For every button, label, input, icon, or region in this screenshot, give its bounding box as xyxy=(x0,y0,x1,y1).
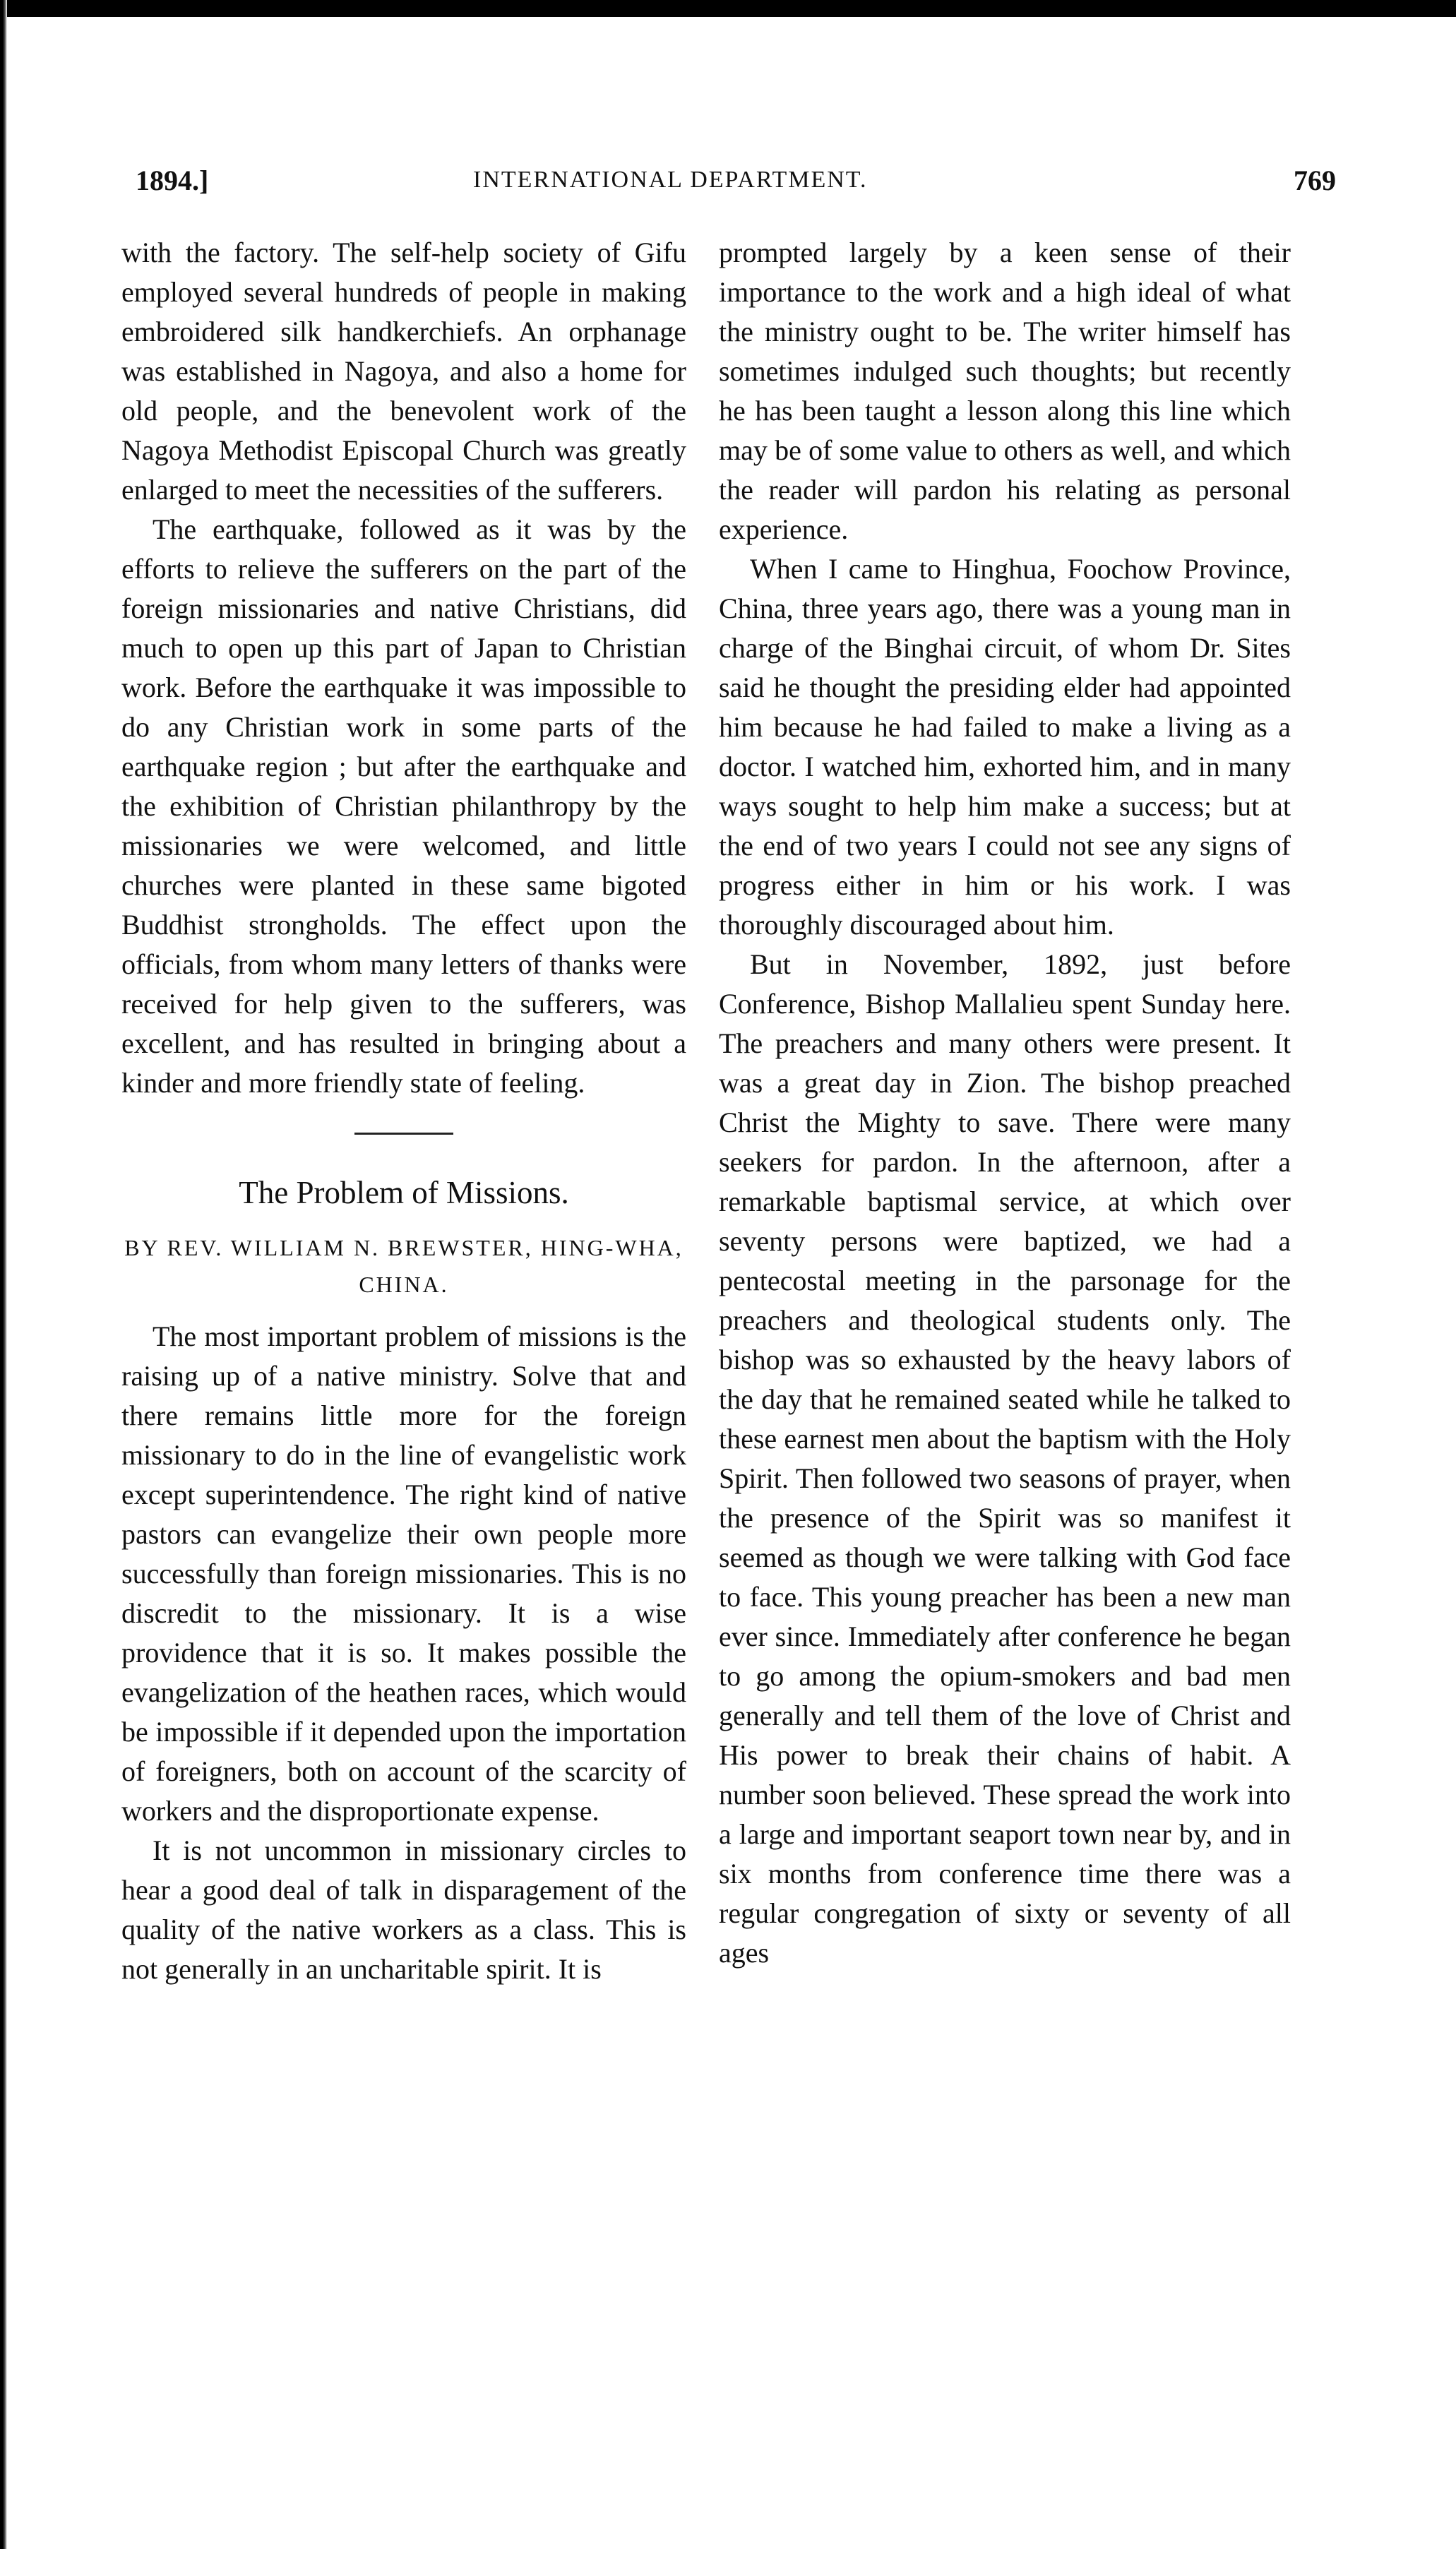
paragraph: with the factory. The self-help society of Gifu employed several hundreds of people in making embroidered silk handkerchiefs. An orphanage was established in Nagoya, and also a home for old people, and the benevolent work of the Nagoya Methodist Episcopal Church was greatly enlarged to meet the necessities of the sufferers. xyxy=(121,237,686,506)
page-top-border xyxy=(0,0,1456,17)
paragraph: prompted largely by a keen sense of their importance to the work and a high ideal of what the ministry ought to be. The writer himself has sometimes indulged such thoughts; but recently he has been taught a lesson along this line which may be of some value to others as well, and which the reader will pardon his relating as personal experience. xyxy=(719,237,1291,545)
page-number: 769 xyxy=(1294,165,1336,196)
paragraph: The earthquake, followed as it was by the efforts to relieve the sufferers on the part of the foreign missionaries and native Christians, did much to open up this part of Japan to Christian work. Before the earthquake it was impossible to do any Christian work in some parts of the earthquake region ; but after the earthquake and the exhibition of Christian philanthropy by the missionaries we were welcomed, and little churches were planted in these same bigoted Buddhist strongholds. The effect upon the officials, from whom many letters of thanks were received for help given to the sufferers, was excellent, and has resulted in bringing about a kinder and more friendly state of feeling. xyxy=(121,513,686,1099)
article-byline: BY REV. WILLIAM N. BREWSTER, HING-WHA, CHINA. xyxy=(124,1235,684,1297)
article-title: The Problem of Missions. xyxy=(239,1175,569,1210)
header-year: 1894.] xyxy=(136,165,209,196)
paragraph: When I came to Hinghua, Foochow Province, China, three years ago, there was a young man in charge of the Binghai circuit, of whom Dr. Sites said he thought the presiding elder had appointed him because he had failed to make a living as a doctor. I watched him, exhorted him, and in many ways sought to help him make a success; but at the end of two years I could not see any signs of progress either in him or his work. I was thoroughly discouraged about him. xyxy=(719,553,1291,941)
paragraph: But in November, 1892, just before Conference, Bishop Mallalieu spent Sunday here. The preachers and many others were present. It was a great day in Zion. The bishop preached Christ the Mighty to save. There were many seekers for pardon. In the afternoon, after a remarkable baptismal service, at which over seventy persons were baptized, we had a pentecostal meeting in the parsonage for the preachers and theological students only. The bishop was so exhausted by the heavy labors of the day that he remained seated while he talked to these earnest men about the baptism with the Holy Spirit. Then followed two seasons of prayer, when the presence of the Spirit was so manifest it seemed as though we were talking with God face to face. This young preacher has been a new man ever since. Immediately after conference he began to go among the opium-smokers and bad men generally and tell them of the love of Christ and His power to break their chains of habit. A number soon believed. These spread the work into a large and important seaport town near by, and in six months from conference time there was a regular congregation of sixty or seventy of all ages xyxy=(719,948,1291,1969)
paragraph: The most important problem of missions is the raising up of a native ministry. Solve that and there remains little more for the foreign missionary to do in the line of evangelistic work except superintendence. The right kind of native pastors can evangelize their own people more successfully than foreign missionaries. This is no discredit to the missionary. It is a wise providence that it is so. It makes possible the evangelization of the heathen races, which would be impossible if it depended upon the importation of foreigners, both on account of the scarcity of workers and the disproportionate expense. xyxy=(121,1320,686,1827)
header-title: INTERNATIONAL DEPARTMENT. xyxy=(473,167,868,193)
left-column xyxy=(121,233,686,1989)
right-column xyxy=(719,233,1291,1973)
section-divider xyxy=(354,1133,453,1135)
page-left-border xyxy=(0,0,7,2549)
paragraph: It is not uncommon in missionary circles to hear a good deal of talk in disparagement of the quality of the native workers as a class. This is not generally in an uncharitable spirit. It is xyxy=(121,1834,686,1985)
running-header xyxy=(136,164,1336,206)
